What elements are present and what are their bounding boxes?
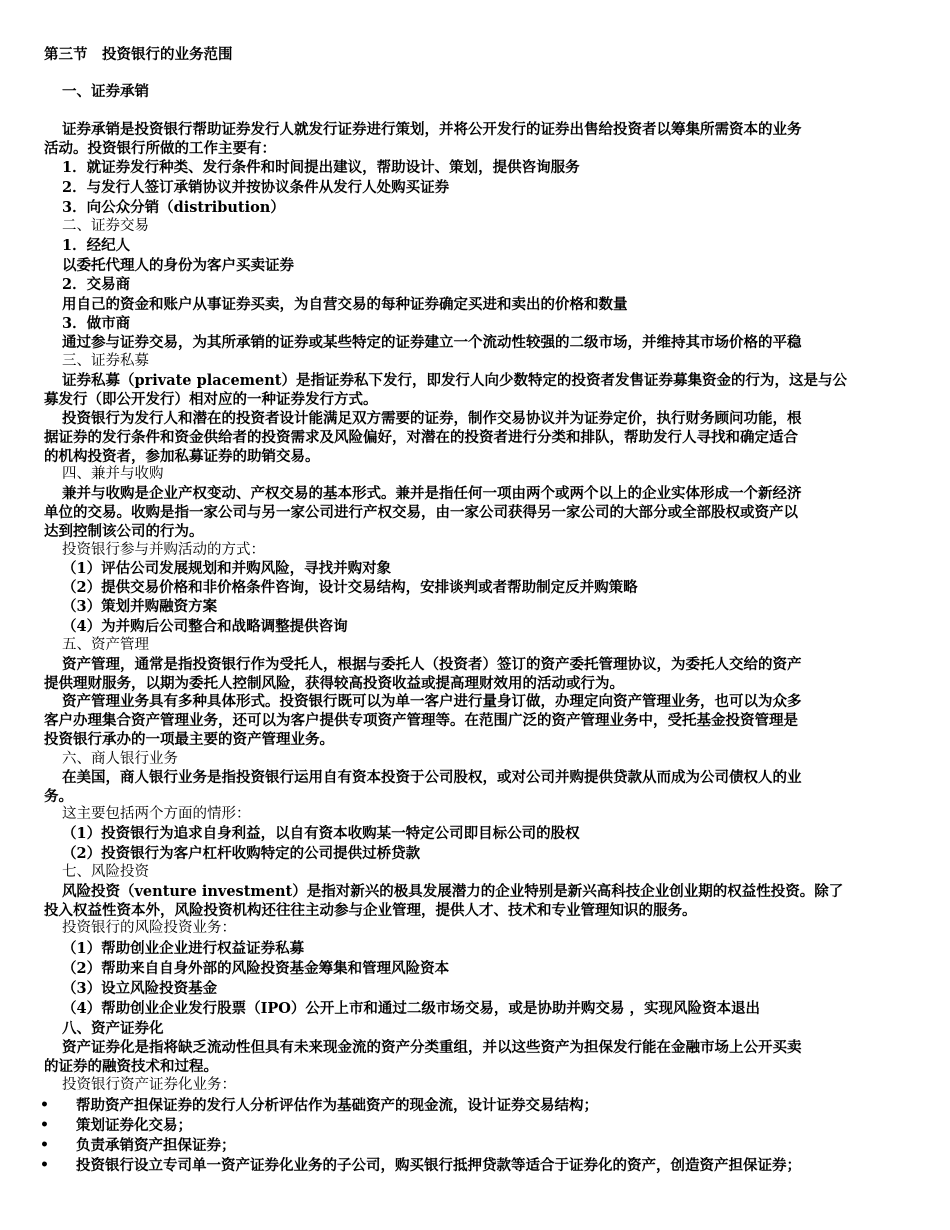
list-item: （1）帮助创业企业进行权益证券私募	[62, 940, 305, 957]
heading-private-placement: 三、证券私募	[62, 353, 149, 369]
heading-merchant-banking: 六、商人银行业务	[62, 751, 178, 767]
paragraph-line: 达到控制该公司的行为。	[44, 523, 204, 540]
heading-underwriting: 一、证券承销	[62, 83, 149, 100]
paragraph-line: 据证券的发行条件和资金供给者的投资需求及风险偏好，对潜在的投资者进行分类和排队，帮助发行人寻找和确定适合	[44, 429, 798, 446]
bullet-item	[40, 1116, 906, 1135]
paragraph-line: 用自己的资金和账户从事证券买卖，为自营交易的每种证券确定买进和卖出的价格和数量	[62, 296, 628, 313]
paragraph-line: 投入权益性资本外，风险投资机构还往往主动参与企业管理，提供人才、技术和专业管理知识的服务。	[44, 902, 697, 919]
list-item: （2）投资银行为客户杠杆收购特定的公司提供过桥贷款	[62, 845, 421, 862]
list-item: （2）帮助来自自身外部的风险投资基金筹集和管理风险资本	[62, 960, 450, 977]
list-item: （4）帮助创业企业发行股票（IPO）公开上市和通过二级市场交易，或是协助并购交易 ，实现风险资本退出	[62, 1000, 760, 1017]
paragraph-line: 风险投资（venture investment）是指对新兴的极具发展潜力的企业特别是新兴高科技企业创业期的权益性投资。除了	[62, 883, 844, 900]
paragraph-line: 通过参与证券交易，为其所承销的证券或某些特定的证券建立一个流动性较强的二级市场，并维持其市场价格的平稳	[62, 334, 802, 351]
list-item: 3．向公众分销（distribution）	[62, 199, 285, 216]
bullet-item	[40, 1136, 906, 1155]
list-item: （1）评估公司发展规划和并购风险，寻找并购对象	[62, 560, 392, 577]
list-item: 2．与发行人签订承销协议并按协议条件从发行人处购买证券	[62, 179, 450, 196]
paragraph-line: 投资银行的风险投资业务：	[62, 920, 236, 936]
list-item: （3）策划并购融资方案	[62, 598, 218, 615]
bullet-item	[40, 1096, 906, 1115]
list-item: （2）提供交易价格和非价格条件咨询，设计交易结构，安排谈判或者帮助制定反并购策略	[62, 579, 638, 596]
paragraph-line: 资产管理业务具有多种具体形式。投资银行既可以为单一客户进行量身订做，办理定向资产管理业务，也可以为众多	[62, 693, 802, 710]
paragraph-line: 务。	[44, 788, 73, 805]
paragraph-line: 活动。投资银行所做的工作主要有：	[44, 140, 276, 157]
list-item: 1．就证券发行种类、发行条件和时间提出建议，帮助设计、策划，提供咨询服务	[62, 159, 580, 176]
heading-securitization: 八、资产证券化	[62, 1020, 164, 1037]
paragraph-line: 提供理财服务，以期为委托人控制风险，获得较高投资收益或提高理财效用的活动或行为。	[44, 675, 624, 692]
subheading: 2．交易商	[62, 276, 131, 293]
bullet-text: 负责承销资产担保证券；	[76, 1137, 236, 1154]
paragraph-line: 单位的交易。收购是指一家公司与另一家公司进行产权交易，由一家公司获得另一家公司的大部分或全部股权或资产以	[44, 504, 798, 521]
paragraph-line: 资产管理，通常是指投资银行作为受托人，根据与委托人（投资者）签订的资产委托管理协议，为委托人交给的资产	[62, 656, 802, 673]
heading-securities-trading: 二、证券交易	[62, 218, 149, 234]
bullet-text: 策划证券化交易；	[76, 1117, 192, 1134]
paragraph-line: 投资银行承办的一项最主要的资产管理业务。	[44, 731, 334, 748]
paragraph-line: 投资银行参与并购活动的方式：	[62, 542, 265, 558]
bullet-icon: •	[40, 1097, 49, 1113]
bullet-item	[40, 1156, 906, 1175]
bullet-text: 投资银行设立专司单一资产证券化业务的子公司，购买银行抵押贷款等适合于证券化的资产，创造资产担保证券；	[76, 1157, 801, 1174]
subheading: 1．经纪人	[62, 237, 131, 254]
bullet-icon: •	[40, 1157, 49, 1173]
bullet-text: 帮助资产担保证券的发行人分析评估作为基础资产的现金流，设计证券交易结构；	[76, 1097, 598, 1114]
paragraph-line: 这主要包括两个方面的情形：	[62, 806, 251, 822]
bullet-icon: •	[40, 1137, 49, 1153]
heading-mergers-acquisitions: 四、兼并与收购	[62, 466, 164, 482]
section-title: 第三节 投资银行的业务范围	[44, 46, 233, 63]
paragraph-line: 客户办理集合资产管理业务，还可以为客户提供专项资产管理等。在范围广泛的资产管理业务中，受托基金投资管理是	[44, 712, 798, 729]
list-item: （1）投资银行为追求自身利益，以自有资本收购某一特定公司即目标公司的股权	[62, 825, 580, 842]
paragraph-line: 兼并与收购是企业产权变动、产权交易的基本形式。兼并是指任何一项由两个或两个以上的企业实体形成一个新经济	[62, 485, 802, 502]
bullet-icon: •	[40, 1117, 49, 1133]
paragraph-line: 募发行（即公开发行）相对应的一种证券发行方式。	[44, 391, 378, 408]
paragraph-line: 在美国，商人银行业务是指投资银行运用自有资本投资于公司股权，或对公司并购提供贷款从而成为公司债权人的业	[62, 769, 802, 786]
paragraph-line: 以委托代理人的身份为客户买卖证券	[62, 257, 294, 274]
paragraph-line: 证券承销是投资银行帮助证券发行人就发行证券进行策划，并将公开发行的证券出售给投资者以筹集所需资本的业务	[62, 121, 802, 138]
list-item: （3）设立风险投资基金	[62, 980, 218, 997]
paragraph-line: 投资银行资产证券化业务：	[62, 1077, 236, 1093]
paragraph-line: 资产证券化是指将缺乏流动性但具有未来现金流的资产分类重组，并以这些资产为担保发行能在金融市场上公开买卖	[62, 1039, 802, 1056]
heading-asset-management: 五、资产管理	[62, 637, 149, 653]
paragraph-line: 的证券的融资技术和过程。	[44, 1058, 218, 1075]
paragraph-line: 投资银行为发行人和潜在的投资者设计能满足双方需要的证券，制作交易协议并为证券定价，执行财务顾问功能，根	[62, 410, 802, 427]
paragraph-line: 的机构投资者，参加私募证券的助销交易。	[44, 448, 320, 465]
subheading: 3．做市商	[62, 315, 131, 332]
heading-venture-investment: 七、风险投资	[62, 864, 149, 880]
paragraph-line: 证券私募（private placement）是指证券私下发行，即发行人向少数特定的投资者发售证券募集资金的行为，这是与公	[62, 372, 847, 389]
list-item: （4）为并购后公司整合和战略调整提供咨询	[62, 618, 348, 635]
